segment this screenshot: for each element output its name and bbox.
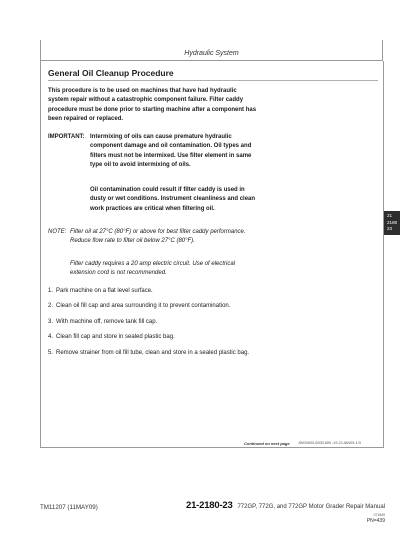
step-item xyxy=(48,349,258,358)
manual-id: TM11207 (11MAY09) xyxy=(40,504,98,511)
page-code: 21-2180-23 xyxy=(186,500,233,511)
important-label: IMPORTANT: xyxy=(48,134,85,140)
step-number: 3. xyxy=(48,318,54,325)
note-text: Filter oil at 27°C (80°F) or above for best filter caddy performance. Reduce flow rate to filter oil below 27°C (80°F). xyxy=(70,229,246,245)
step-number: 1. xyxy=(48,288,54,294)
document-reference: JW00603,000D16B -19-21JAN09-1/3 xyxy=(298,441,361,445)
page-number: PN=439 xyxy=(366,518,385,524)
note-text-2: Filter caddy requires a 20 amp electric circuit. Use of electrical extension cord is not recommended. xyxy=(70,261,236,277)
section-header: Hydraulic System xyxy=(184,50,239,57)
step-text: Park machine on a flat level surface. xyxy=(56,288,153,294)
continued-notice: Continued on next page xyxy=(244,441,290,446)
important-text-2: Oil contamination could result if filter caddy is used in dusty or wet conditions. Instrument cleanliness and clean work practices are critical when filtering oil. xyxy=(90,187,256,212)
step-number: 2. xyxy=(48,303,54,310)
step-number: 5. xyxy=(48,349,54,356)
section-side-tab[interactable] xyxy=(384,211,400,235)
step-text: Remove strainer from oil fill tube, clean and store in a sealed plastic bag. xyxy=(56,349,250,356)
step-text: Clean fill cap and store in sealed plastic bag. xyxy=(56,334,175,341)
step-text: Clean oil fill cap and area surrounding it to prevent contamination. xyxy=(56,303,231,310)
intro-paragraph: This procedure is to be used on machines that have had hydraulic system repair without a catastrophic component failure. Filter caddy procedure must be done prior to starting machine after a component has been repaired or replaced. xyxy=(48,88,257,123)
step-text: With machine off, remove tank fill cap. xyxy=(56,318,158,325)
title-underline xyxy=(48,80,378,81)
side-tab-line: 23 xyxy=(387,226,393,231)
step-item xyxy=(48,302,258,311)
step-item xyxy=(48,318,258,327)
procedure-steps xyxy=(48,287,258,364)
manual-title: 772GP, 772G, and 772GP Motor Grader Repair Manual xyxy=(237,504,385,510)
step-item xyxy=(48,287,258,296)
important-text: Intermixing of oils can cause premature hydraulic component damage and oil contamination. Oil types and filters must not be intermixed. Use filter element in same type oil to avoid intermixing of oils. xyxy=(90,134,252,169)
side-tab-line: 2180 xyxy=(387,219,398,225)
side-tab-line: 21 xyxy=(387,213,393,218)
procedure-title: General Oil Cleanup Procedure xyxy=(48,68,174,78)
footer-date-code: 071609 xyxy=(373,513,385,517)
step-number: 4. xyxy=(48,334,54,341)
note-label: NOTE: xyxy=(48,229,67,235)
step-item xyxy=(48,333,258,342)
